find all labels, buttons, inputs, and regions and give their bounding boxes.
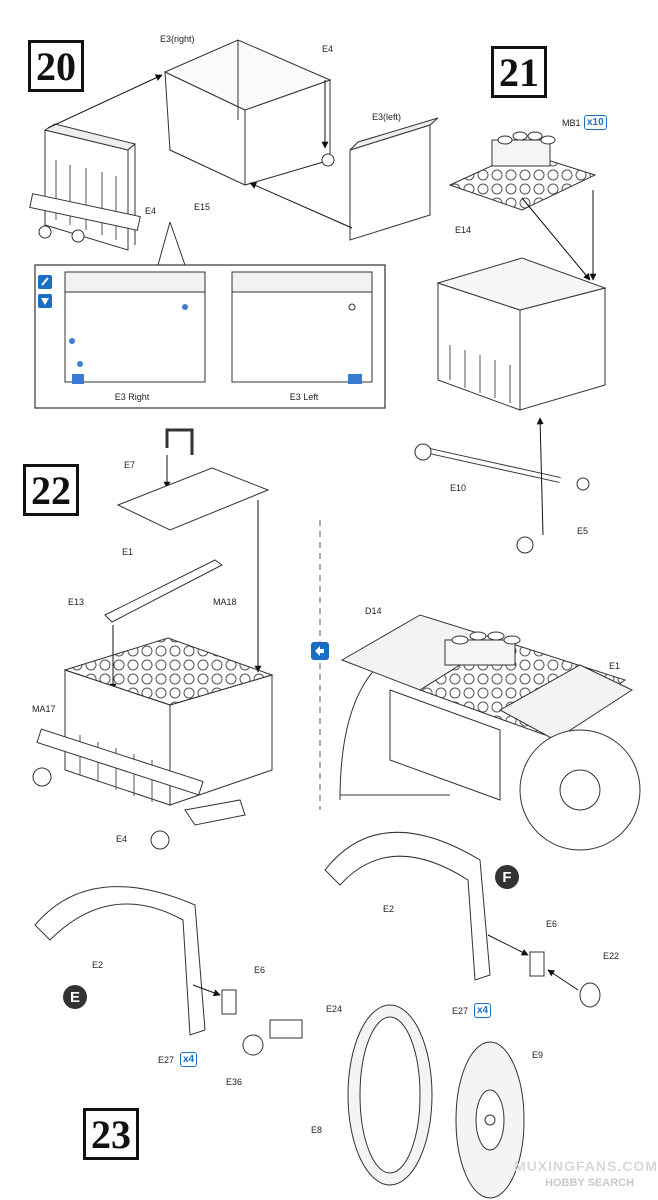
mb1-ammo-cluster xyxy=(492,132,555,166)
step-22-assembly xyxy=(33,430,272,849)
step-23-box: 23 xyxy=(83,1108,139,1160)
label-e24: E24 xyxy=(326,1004,343,1014)
label-e4-mid: E4 xyxy=(145,206,157,216)
label-e6-e: E6 xyxy=(254,965,266,975)
fender-e xyxy=(35,887,205,1035)
detail-e3-left xyxy=(232,272,372,384)
label-d14: D14 xyxy=(365,606,382,616)
e6-bracket-f xyxy=(530,952,544,976)
label-e2-f: E2 xyxy=(383,904,395,914)
sub-badge-f: F xyxy=(495,865,519,889)
step-22-installed-view xyxy=(340,615,640,850)
label-e22: E22 xyxy=(603,951,620,961)
swap-icon xyxy=(311,642,329,660)
label-e6-f: E6 xyxy=(546,919,558,929)
label-e2-e: E2 xyxy=(92,960,104,970)
e13-bar xyxy=(105,560,222,622)
e6-bracket-e xyxy=(222,990,236,1014)
qty-e27-e: x4 xyxy=(180,1052,197,1067)
e5-hub xyxy=(517,537,533,553)
fender-f xyxy=(325,832,490,980)
label-e3-right: E3(right) xyxy=(160,34,195,44)
e22-cap xyxy=(580,983,600,1007)
qty-mb1: x10 xyxy=(584,115,607,130)
label-e9: E9 xyxy=(532,1050,544,1060)
step-21-assembly xyxy=(415,132,605,553)
detail-callout xyxy=(35,222,385,408)
label-e14: E14 xyxy=(455,225,472,235)
ammo-cluster-installed xyxy=(445,632,520,665)
label-e7: E7 xyxy=(124,460,136,470)
step-22-box: 22 xyxy=(23,464,79,516)
label-e3-left: E3(left) xyxy=(372,112,402,122)
e24-part xyxy=(270,1020,302,1038)
detail-e3-right xyxy=(65,272,205,384)
label-e36: E36 xyxy=(226,1077,243,1087)
e36-cap xyxy=(243,1035,263,1055)
step-21-box: 21 xyxy=(491,46,547,98)
label-e27-f: E27 xyxy=(452,1006,469,1016)
e10-axle xyxy=(415,444,589,490)
watermark-hobbysearch: HOBBY SEARCH xyxy=(545,1177,635,1189)
label-ma17: MA17 xyxy=(32,704,56,714)
step-23-assembly xyxy=(35,832,600,1198)
label-e8: E8 xyxy=(311,1125,323,1135)
watermark-muxingfans: MUXINGFANS.COM xyxy=(514,1158,658,1174)
label-e4-low: E4 xyxy=(116,834,128,844)
label-ma18: MA18 xyxy=(213,597,237,607)
label-e27-e: E27 xyxy=(158,1055,175,1065)
label-e10: E10 xyxy=(450,483,467,493)
label-e5: E5 xyxy=(577,526,589,536)
label-e15: E15 xyxy=(194,202,211,212)
label-e4-top: E4 xyxy=(322,44,334,54)
label-e13: E13 xyxy=(68,597,85,607)
label-e1-a: E1 xyxy=(122,547,134,557)
caption-e3-left: E3 Left xyxy=(289,392,319,402)
label-e1-b: E1 xyxy=(609,661,621,671)
e1-lid xyxy=(118,468,268,530)
label-mb1: MB1 xyxy=(562,118,581,128)
sub-badge-e: E xyxy=(63,985,87,1009)
qty-e27-f: x4 xyxy=(474,1003,491,1018)
step-20-box: 20 xyxy=(28,40,84,92)
caption-e3-right: E3 Right xyxy=(114,392,150,402)
step-20-assembly xyxy=(30,40,438,250)
